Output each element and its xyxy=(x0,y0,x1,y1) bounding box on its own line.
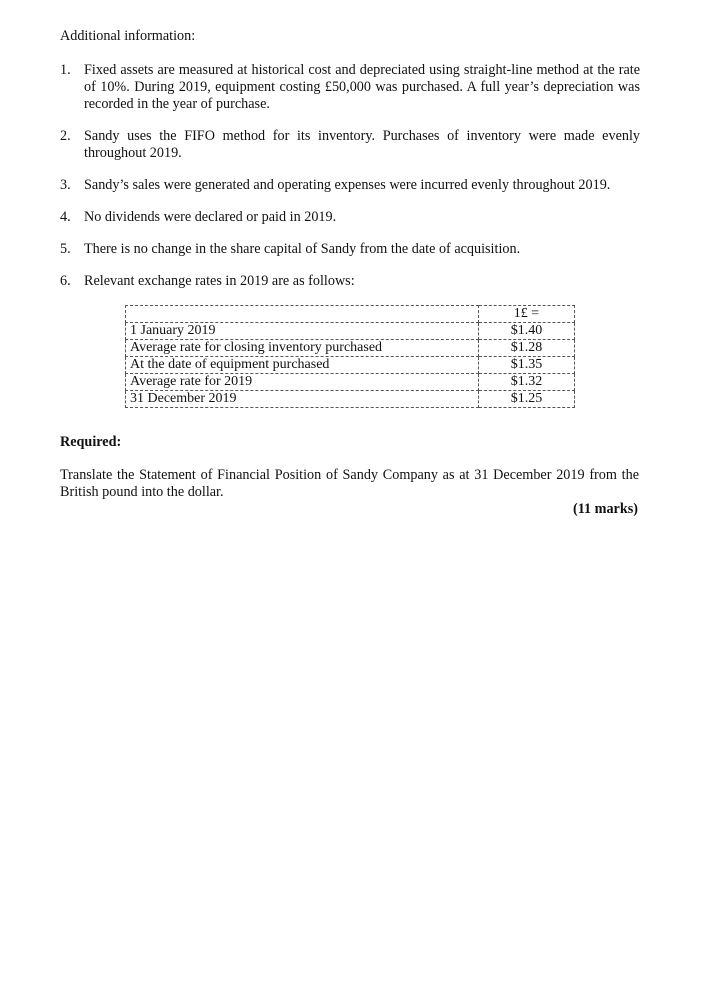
table-header-row xyxy=(126,306,575,323)
rate-label-cell: Average rate for 2019 xyxy=(126,374,479,391)
table-row xyxy=(126,374,575,391)
rate-label-cell: Average rate for closing inventory purchased xyxy=(126,340,479,357)
item-text: Fixed assets are measured at historical cost and depreciated using straight-line method at the rate of 10%. During 2019, equipment costing £50,000 was purchased. A full year’s depreciation was recorded in the year of purchase. xyxy=(84,62,640,112)
table-row xyxy=(126,391,575,408)
list-item xyxy=(60,209,640,226)
header-label-cell xyxy=(126,306,479,323)
list-item xyxy=(60,241,640,258)
marks-label: (11 marks) xyxy=(572,501,638,517)
rate-value-cell: $1.28 xyxy=(479,340,575,357)
list-item xyxy=(60,62,640,113)
section-heading: Additional information: xyxy=(60,28,196,44)
required-heading: Required: xyxy=(60,434,122,450)
rate-value-cell: $1.35 xyxy=(479,357,575,374)
list-item xyxy=(60,177,640,194)
rate-value-cell: $1.25 xyxy=(479,391,575,408)
item-text: Sandy uses the FIFO method for its inventory. Purchases of inventory were made evenly throughout 2019. xyxy=(84,128,640,161)
rate-label-cell: 1 January 2019 xyxy=(126,323,479,340)
item-text: Relevant exchange rates in 2019 are as follows: xyxy=(84,273,355,289)
item-number: 2. xyxy=(60,128,71,144)
table-row xyxy=(126,340,575,357)
item-text: Sandy’s sales were generated and operating expenses were incurred evenly throughout 2019. xyxy=(84,177,611,193)
list-item xyxy=(60,273,640,290)
task-text: Translate the Statement of Financial Position of Sandy Company as at 31 December 2019 from the British pound into the dollar. xyxy=(60,467,639,500)
rate-value-cell: $1.32 xyxy=(479,374,575,391)
header-value-cell: 1£ = xyxy=(479,306,575,323)
item-text: No dividends were declared or paid in 2019. xyxy=(84,209,337,225)
table-row xyxy=(126,323,575,340)
table-row xyxy=(126,357,575,374)
item-number: 6. xyxy=(60,273,71,289)
item-number: 3. xyxy=(60,177,71,193)
rate-label-cell: At the date of equipment purchased xyxy=(126,357,479,374)
rate-value-cell: $1.40 xyxy=(479,323,575,340)
item-text: There is no change in the share capital of Sandy from the date of acquisition. xyxy=(84,241,521,257)
item-number: 1. xyxy=(60,62,71,78)
rate-label-cell: 31 December 2019 xyxy=(126,391,479,408)
item-number: 4. xyxy=(60,209,71,225)
information-list xyxy=(60,62,640,305)
exchange-rates-table xyxy=(125,305,575,408)
item-number: 5. xyxy=(60,241,71,257)
list-item xyxy=(60,128,640,162)
